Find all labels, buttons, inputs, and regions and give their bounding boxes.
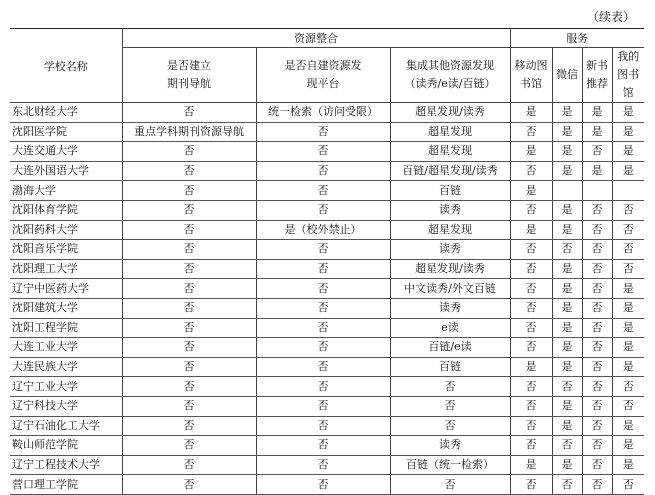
discovery-platform-cell: 否	[256, 357, 390, 377]
wechat-cell: 是	[552, 357, 582, 377]
wechat-cell: 是	[552, 279, 582, 299]
new-book-cell: 否	[582, 240, 612, 260]
mobile-library-cell: 否	[510, 396, 552, 416]
school-name-cell: 大连交通大学	[10, 142, 122, 162]
new-book-cell: 否	[582, 377, 612, 397]
my-library-cell: 是	[612, 142, 644, 162]
wechat-cell: 是	[552, 338, 582, 358]
school-name-cell: 大连外国语大学	[10, 161, 122, 181]
integration-cell: 读秀	[390, 240, 510, 260]
discovery-platform-cell: 否	[256, 436, 390, 456]
journal-nav-cell: 否	[122, 298, 256, 318]
new-book-header: 新书推荐	[582, 48, 612, 103]
journal-nav-cell: 否	[122, 357, 256, 377]
integration-cell: 百链	[390, 181, 510, 201]
my-library-cell: 是	[612, 103, 644, 123]
wechat-cell: 否	[552, 240, 582, 260]
my-library-cell: 否	[612, 377, 644, 397]
new-book-cell: 否	[582, 220, 612, 240]
new-book-cell: 否	[582, 396, 612, 416]
wechat-cell: 是	[552, 200, 582, 220]
school-name-cell: 辽宁科技大学	[10, 396, 122, 416]
school-name-cell: 大连工业大学	[10, 338, 122, 358]
school-name-cell: 辽宁中医药大学	[10, 279, 122, 299]
discovery-platform-cell: 否	[256, 161, 390, 181]
school-name-cell: 大连民族大学	[10, 357, 122, 377]
my-library-cell: 是	[612, 298, 644, 318]
discovery-platform-cell: 否	[256, 338, 390, 358]
new-book-cell	[582, 181, 612, 201]
integration-cell: 百链（统一检索）	[390, 455, 510, 475]
integration-cell: 超星发现/读秀	[390, 259, 510, 279]
journal-nav-cell: 否	[122, 181, 256, 201]
table-row	[10, 142, 644, 162]
integration-cell: 否	[390, 475, 510, 495]
integration-cell: 读秀	[390, 200, 510, 220]
mobile-library-cell: 否	[510, 298, 552, 318]
new-book-cell: 是	[582, 103, 612, 123]
journal-nav-cell: 否	[122, 240, 256, 260]
school-name-cell: 辽宁工程技术大学	[10, 455, 122, 475]
discovery-platform-cell: 统一检索（访问受限）	[256, 103, 390, 123]
wechat-cell: 是	[552, 298, 582, 318]
new-book-cell: 否	[582, 318, 612, 338]
table-row	[10, 200, 644, 220]
table-row	[10, 122, 644, 142]
wechat-cell: 是	[552, 259, 582, 279]
mobile-library-cell: 否	[510, 200, 552, 220]
my-library-cell: 否	[612, 240, 644, 260]
new-book-cell: 否	[582, 279, 612, 299]
journal-nav-cell: 否	[122, 161, 256, 181]
discovery-platform-cell: 否	[256, 181, 390, 201]
school-name-cell: 沈阳药科大学	[10, 220, 122, 240]
integration-cell: e读	[390, 318, 510, 338]
my-library-cell: 是	[612, 357, 644, 377]
table-row	[10, 416, 644, 436]
table-row	[10, 103, 644, 123]
integration-cell: 超星发现	[390, 142, 510, 162]
my-library-cell: 否	[612, 475, 644, 495]
my-library-header: 我的图书馆	[612, 48, 644, 103]
my-library-cell: 是	[612, 416, 644, 436]
discovery-platform-cell: 否	[256, 240, 390, 260]
journal-nav-cell: 否	[122, 416, 256, 436]
school-name-cell: 沈阳音乐学院	[10, 240, 122, 260]
mobile-library-cell: 否	[510, 161, 552, 181]
my-library-cell: 是	[612, 436, 644, 456]
mobile-library-cell: 是	[510, 142, 552, 162]
discovery-platform-header: 是否自建资源发现平台	[256, 48, 390, 103]
journal-nav-cell: 否	[122, 455, 256, 475]
resource-integration-header: 资源整合	[122, 29, 510, 48]
discovery-platform-cell: 否	[256, 279, 390, 299]
table-row	[10, 279, 644, 299]
wechat-cell: 是	[552, 161, 582, 181]
school-name-cell: 沈阳工程学院	[10, 318, 122, 338]
journal-nav-cell: 重点学科期刊资源导航	[122, 122, 256, 142]
integration-cell: 百链	[390, 357, 510, 377]
integration-cell: 否	[390, 377, 510, 397]
new-book-cell: 否	[582, 259, 612, 279]
journal-nav-cell: 否	[122, 475, 256, 495]
discovery-platform-cell: 否	[256, 259, 390, 279]
continued-label: （续表）	[586, 10, 635, 24]
discovery-platform-cell: 是（校外禁止）	[256, 220, 390, 240]
mobile-library-cell: 否	[510, 318, 552, 338]
discovery-platform-cell: 否	[256, 318, 390, 338]
integration-cell: 否	[390, 396, 510, 416]
my-library-cell: 是	[612, 338, 644, 358]
table-row	[10, 220, 644, 240]
journal-nav-cell: 否	[122, 220, 256, 240]
mobile-library-cell: 否	[510, 122, 552, 142]
table-row	[10, 298, 644, 318]
library-services-table	[10, 28, 644, 495]
journal-nav-cell: 否	[122, 103, 256, 123]
my-library-cell: 否	[612, 200, 644, 220]
integration-cell: 读秀	[390, 298, 510, 318]
table-body	[10, 103, 644, 495]
wechat-cell: 否	[552, 475, 582, 495]
school-name-cell: 沈阳体育学院	[10, 200, 122, 220]
new-book-cell: 是	[582, 161, 612, 181]
table-row	[10, 161, 644, 181]
mobile-library-cell: 否	[510, 259, 552, 279]
my-library-cell	[612, 181, 644, 201]
mobile-library-cell: 是	[510, 103, 552, 123]
table-row	[10, 318, 644, 338]
school-name-cell: 辽宁石油化工大学	[10, 416, 122, 436]
mobile-library-cell: 是	[510, 357, 552, 377]
wechat-cell: 是	[552, 396, 582, 416]
wechat-cell: 否	[552, 436, 582, 456]
school-name-header: 学校名称	[10, 29, 122, 103]
table-row	[10, 181, 644, 201]
discovery-platform-cell: 否	[256, 122, 390, 142]
new-book-cell: 否	[582, 436, 612, 456]
table-row	[10, 455, 644, 475]
wechat-cell: 是	[552, 103, 582, 123]
mobile-library-header: 移动图书馆	[510, 48, 552, 103]
new-book-cell: 否	[582, 475, 612, 495]
discovery-platform-cell: 否	[256, 396, 390, 416]
school-name-cell: 渤海大学	[10, 181, 122, 201]
integration-cell: 超星发现	[390, 220, 510, 240]
journal-nav-header: 是否建立期刊导航	[122, 48, 256, 103]
school-name-cell: 东北财经大学	[10, 103, 122, 123]
discovery-platform-cell: 否	[256, 142, 390, 162]
wechat-cell	[552, 181, 582, 201]
table-row	[10, 357, 644, 377]
school-name-cell: 鞍山师范学院	[10, 436, 122, 456]
new-book-cell: 否	[582, 455, 612, 475]
table-row	[10, 240, 644, 260]
integration-cell: 中文读秀/外文百链	[390, 279, 510, 299]
journal-nav-cell: 否	[122, 142, 256, 162]
integration-cell: 超星发现	[390, 122, 510, 142]
table-row	[10, 338, 644, 358]
discovery-platform-cell: 否	[256, 455, 390, 475]
school-name-cell: 沈阳理工大学	[10, 259, 122, 279]
mobile-library-cell: 否	[510, 436, 552, 456]
school-name-cell: 辽宁工业大学	[10, 377, 122, 397]
wechat-cell: 是	[552, 220, 582, 240]
wechat-cell: 是	[552, 318, 582, 338]
mobile-library-cell: 否	[510, 416, 552, 436]
wechat-cell: 是	[552, 416, 582, 436]
mobile-library-cell: 否	[510, 279, 552, 299]
my-library-cell: 是	[612, 318, 644, 338]
wechat-cell: 是	[552, 142, 582, 162]
mobile-library-cell: 否	[510, 338, 552, 358]
wechat-cell: 否	[552, 377, 582, 397]
mobile-library-cell: 是	[510, 181, 552, 201]
wechat-header: 微信	[552, 48, 582, 103]
discovery-platform-cell: 否	[256, 377, 390, 397]
my-library-cell: 是	[612, 455, 644, 475]
school-name-cell: 沈阳建筑大学	[10, 298, 122, 318]
table-row	[10, 475, 644, 495]
my-library-cell: 是	[612, 122, 644, 142]
journal-nav-cell: 否	[122, 396, 256, 416]
wechat-cell: 是	[552, 455, 582, 475]
mobile-library-cell: 否	[510, 475, 552, 495]
mobile-library-cell: 是	[510, 220, 552, 240]
my-library-cell: 否	[612, 259, 644, 279]
journal-nav-cell: 否	[122, 200, 256, 220]
new-book-cell: 否	[582, 298, 612, 318]
integration-cell: 超星发现/读秀	[390, 103, 510, 123]
journal-nav-cell: 否	[122, 377, 256, 397]
new-book-cell: 否	[582, 338, 612, 358]
integration-cell: 百链/超星发现/读秀	[390, 161, 510, 181]
table-row	[10, 377, 644, 397]
new-book-cell: 否	[582, 142, 612, 162]
integration-header: 集成其他资源发现（读秀/e读/百链）	[390, 48, 510, 103]
integration-cell: 百链/e读	[390, 338, 510, 358]
new-book-cell: 否	[582, 416, 612, 436]
new-book-cell: 是	[582, 122, 612, 142]
wechat-cell: 是	[552, 122, 582, 142]
discovery-platform-cell: 否	[256, 200, 390, 220]
table-row	[10, 396, 644, 416]
journal-nav-cell: 否	[122, 279, 256, 299]
table-row	[10, 436, 644, 456]
mobile-library-cell: 否	[510, 240, 552, 260]
journal-nav-cell: 否	[122, 338, 256, 358]
discovery-platform-cell: 否	[256, 416, 390, 436]
my-library-cell: 是	[612, 279, 644, 299]
discovery-platform-cell: 否	[256, 475, 390, 495]
service-header: 服务	[510, 29, 644, 48]
journal-nav-cell: 否	[122, 259, 256, 279]
new-book-cell: 否	[582, 200, 612, 220]
my-library-cell: 否	[612, 396, 644, 416]
journal-nav-cell: 否	[122, 436, 256, 456]
discovery-platform-cell: 否	[256, 298, 390, 318]
my-library-cell: 否	[612, 220, 644, 240]
my-library-cell: 是	[612, 161, 644, 181]
mobile-library-cell: 是	[510, 455, 552, 475]
journal-nav-cell: 否	[122, 318, 256, 338]
table-row	[10, 259, 644, 279]
school-name-cell: 沈阳医学院	[10, 122, 122, 142]
integration-cell: 读秀	[390, 436, 510, 456]
new-book-cell: 否	[582, 357, 612, 377]
table-header	[10, 29, 644, 103]
mobile-library-cell: 否	[510, 377, 552, 397]
integration-cell: 否	[390, 416, 510, 436]
school-name-cell: 营口理工学院	[10, 475, 122, 495]
